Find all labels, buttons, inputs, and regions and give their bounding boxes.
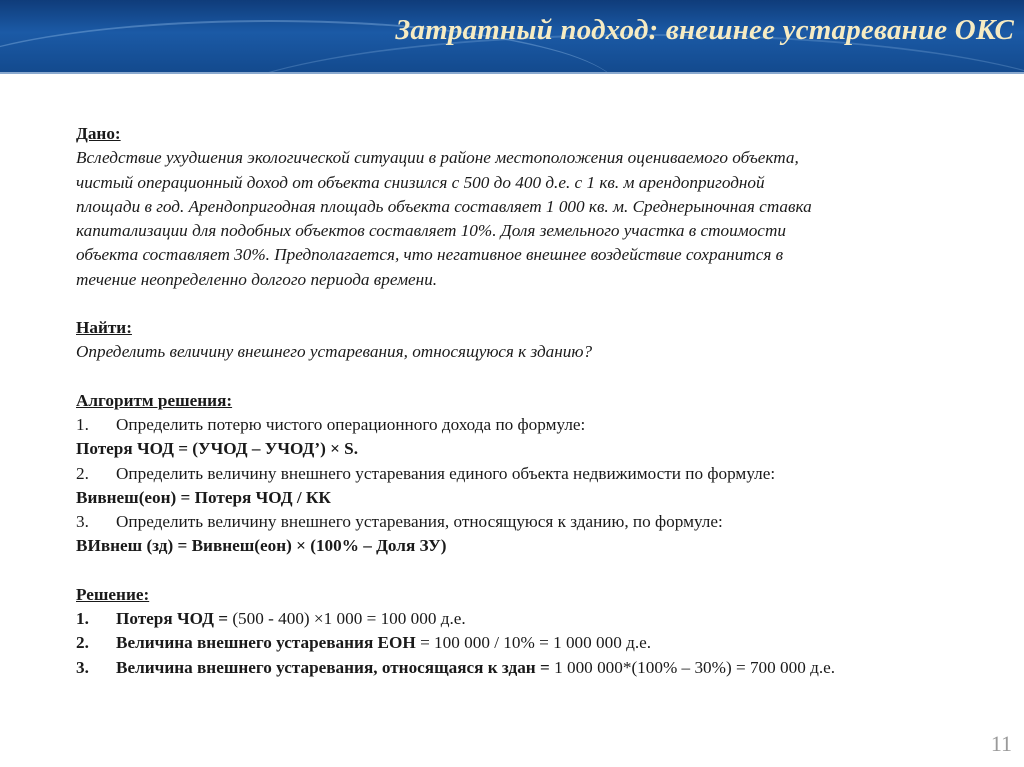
step-text: Определить величину внешнего устаревания, относящуюся к зданию, по формуле: — [116, 512, 723, 532]
solution-number: 1. — [76, 609, 89, 629]
step-text: Определить потерю чистого операционного дохода по формуле: — [116, 414, 586, 434]
algorithm-step — [76, 413, 976, 437]
solution-value: = 100 000 / 10% = 1 000 000 д.е. — [415, 633, 652, 653]
step-text: Определить величину внешнего устаревания единого объекта недвижимости по формуле: — [116, 463, 776, 483]
solution-number: 2. — [76, 633, 89, 653]
step-formula: Вивнеш(еон) = Потеря ЧОД / КК — [76, 487, 331, 507]
step-formula: Потеря ЧОД = (УЧОД – УЧОД’) × S. — [76, 439, 359, 459]
given-text — [76, 146, 976, 292]
given-heading: Дано: — [76, 124, 121, 143]
solution-item — [76, 656, 976, 680]
given-line: объекта составляет 30%. Предполагается, что негативное внешнее воздействие сохранится в — [76, 245, 784, 265]
slide-header — [0, 0, 1024, 72]
algorithm-step — [76, 510, 976, 534]
solution-value: (500 - 400) ×1 000 = 100 000 д.е. — [232, 609, 466, 629]
find-heading: Найти: — [76, 318, 132, 338]
solution-value: 1 000 000*(100% – 30%) = 700 000 д.е. — [554, 657, 836, 677]
given-line: площади в год. Арендопригодная площадь объекта составляет 1 000 кв. м. Среднерыночная ставка — [76, 196, 812, 216]
slide-title: Затратный подход: внешнее устаревание ОКС — [395, 14, 1014, 46]
step-number: 2. — [76, 463, 89, 483]
step-formula: ВИвнеш (зд) = Вивнеш(еон) × (100% – Доля ЗУ) — [76, 536, 447, 556]
algorithm-section — [76, 389, 976, 559]
solution-label: Потеря ЧОД = — [116, 609, 233, 629]
algorithm-step — [76, 462, 976, 486]
solution-heading: Решение: — [76, 584, 150, 604]
solution-item — [76, 631, 976, 655]
given-line: течение неопределенно долгого периода времени. — [76, 269, 438, 289]
solution-label: Величина внешнего устаревания ЕОН — [116, 633, 416, 653]
find-text: Определить величину внешнего устаревания, относящуюся к зданию? — [76, 342, 593, 362]
find-section — [76, 316, 976, 365]
algorithm-heading: Алгоритм решения: — [76, 390, 233, 410]
page-number: 11 — [990, 731, 1012, 756]
step-number: 1. — [76, 414, 89, 434]
given-line: Вследствие ухудшения экологической ситуации в районе местоположения оцениваемого объекта, — [76, 148, 799, 168]
header-divider — [0, 72, 1024, 74]
solution-label: Величина внешнего устаревания, относящаяся к здан = — [116, 657, 555, 677]
solution-section — [76, 583, 976, 680]
given-line: капитализации для подобных объектов составляет 10%. Доля земельного участка в стоимости — [76, 221, 786, 241]
given-section — [76, 122, 976, 292]
solution-number: 3. — [76, 657, 89, 677]
slide-content — [76, 122, 976, 680]
given-line: чистый операционный доход от объекта снизился с 500 до 400 д.е. с 1 кв. м арендопригодной — [76, 172, 765, 192]
solution-item — [76, 607, 976, 631]
step-number: 3. — [76, 512, 89, 532]
